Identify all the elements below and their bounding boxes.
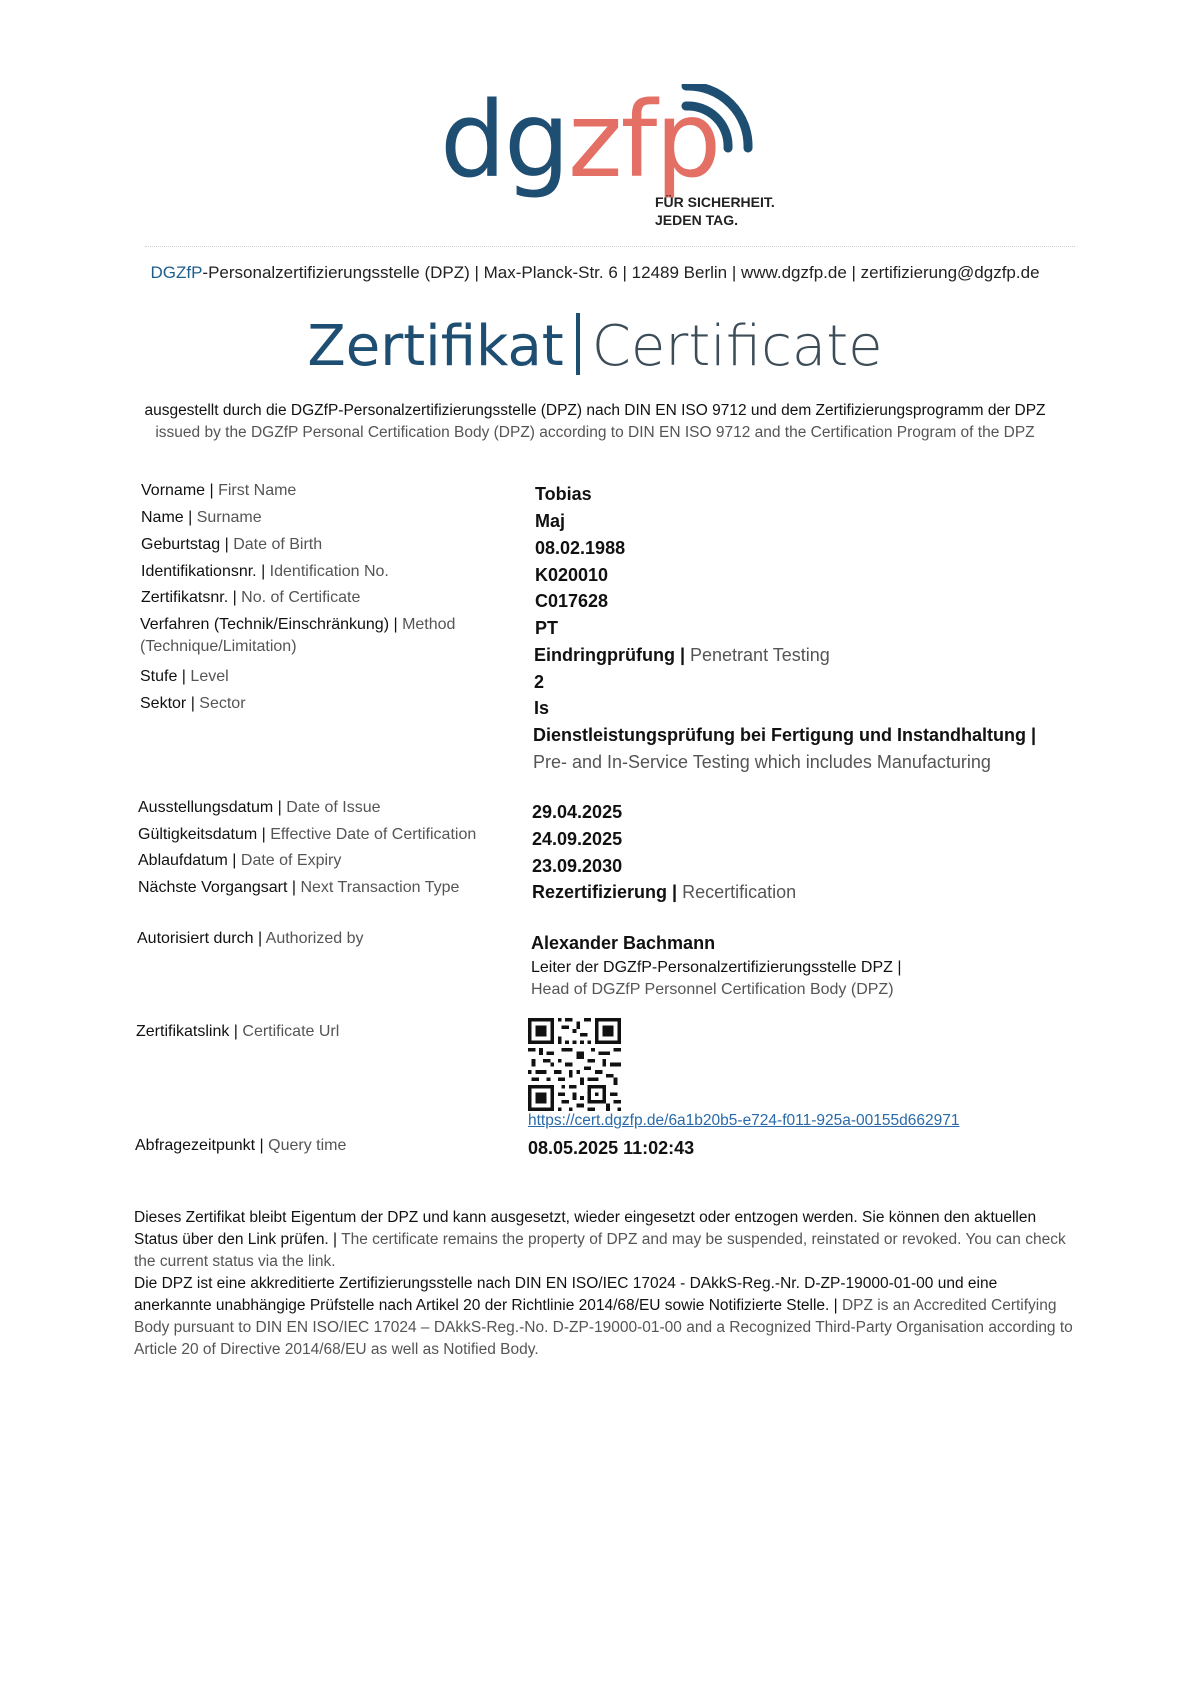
logo-wordmark: dgzfp — [440, 79, 720, 201]
footer-paragraph-2: Die DPZ ist eine akkreditierte Zertifizierungsstelle nach DIN EN ISO/IEC 17024 - DAkkS-Reg.-Nr. D-ZP-19000-01-00 und eine anerkannte unabhängige Prüfstelle nach Artikel 20 der Richtlinie 2014/68/EU sowie Notifizierte Stelle. | DPZ is an Accredited Certifying Body pursuant to DIN EN ISO/IEC 17024 – DAkkS-Reg.-No. D-ZP-19000-01-00 and a Recognized Third-Party Organisation according to Article 20 of Directive 2014/68/EU as well as Notified Body. — [134, 1275, 1073, 1358]
issue-date-value: 29.04.2025 — [532, 802, 623, 822]
sector-label: Sektor | Sector — [140, 695, 246, 712]
signal-waves-icon — [672, 84, 772, 184]
next-transaction-value: Rezertifizierung | Recertification — [532, 882, 797, 902]
logo-tagline: FÜR SICHERHEIT. JEDEN TAG. — [655, 194, 775, 228]
method-label-line2: (Technique/Limitation) — [140, 638, 297, 655]
dgzfp-logo — [440, 79, 780, 238]
footer-paragraph-1: Dieses Zertifikat bleibt Eigentum der DPZ und kann ausgesetzt, wieder eingesetzt oder entzogen werden. Sie können den aktuellen Status über den Link prüfen. | The certificate remains the property of DPZ and may be suspended, reinstated or revoked. You can check the current status via the link. — [134, 1209, 1066, 1270]
sector-name-value-en: Pre- and In-Service Testing which includes Manufacturing — [533, 752, 991, 772]
authorizer-role-en: Head of DGZfP Personnel Certification Body (DPZ) — [531, 981, 894, 998]
dob-value: 08.02.1988 — [535, 538, 626, 558]
page-title: Zertifikat Certificate — [307, 314, 883, 379]
authorized-by-label: Autorisiert durch | Authorized by — [137, 930, 364, 947]
id-no-value: K020010 — [535, 565, 609, 585]
cert-no-label: Zertifikatsnr. | No. of Certificate — [141, 589, 361, 606]
certificate-url-link[interactable]: https://cert.dgzfp.de/6a1b20b5-e724-f011-925a-00155d662971 — [528, 1112, 960, 1129]
cert-no-value: C017628 — [535, 591, 609, 611]
surname-value: Maj — [535, 511, 566, 531]
cert-link-label: Zertifikatslink | Certificate Url — [136, 1023, 340, 1040]
qr-code[interactable] — [528, 1018, 621, 1111]
level-value: 2 — [534, 672, 545, 692]
level-label: Stufe | Level — [140, 668, 229, 685]
first-name-label: Vorname | First Name — [141, 482, 297, 499]
expiry-date-value: 23.09.2030 — [532, 856, 623, 876]
expiry-date-label: Ablaufdatum | Date of Expiry — [138, 852, 342, 869]
method-name-value: Eindringprüfung | Penetrant Testing — [534, 645, 830, 665]
dob-label: Geburtstag | Date of Birth — [141, 536, 323, 553]
effective-date-label: Gültigkeitsdatum | Effective Date of Certification — [138, 826, 477, 843]
query-time-label: Abfragezeitpunkt | Query time — [135, 1137, 347, 1154]
effective-date-value: 24.09.2025 — [532, 829, 623, 849]
subtitle-de: ausgestellt durch die DGZfP-Personalzertifizierungsstelle (DPZ) nach DIN EN ISO 9712 und dem Zertifizierungsprogramm der DPZ — [144, 402, 1046, 419]
surname-label: Name | Surname — [141, 509, 262, 526]
id-no-label: Identifikationsnr. | Identification No. — [141, 563, 389, 580]
method-label: Verfahren (Technik/Einschränkung) | Method — [140, 616, 456, 633]
subtitle-en: issued by the DGZfP Personal Certification Body (DPZ) according to DIN EN ISO 9712 and the Certification Program of the DPZ — [155, 424, 1035, 441]
method-value: PT — [535, 618, 559, 638]
authorizer-role-de: Leiter der DGZfP-Personalzertifizierungsstelle DPZ | — [531, 959, 902, 976]
first-name-value: Tobias — [535, 484, 592, 504]
query-time-value: 08.05.2025 11:02:43 — [528, 1138, 695, 1158]
next-transaction-label: Nächste Vorgangsart | Next Transaction Type — [138, 879, 460, 896]
issue-date-label: Ausstellungsdatum | Date of Issue — [138, 799, 381, 816]
header-divider — [145, 246, 1075, 248]
authorizer-name: Alexander Bachmann — [531, 933, 716, 953]
issuer-address: DGZfP-Personalzertifizierungsstelle (DPZ) | Max-Planck-Str. 6 | 12489 Berlin | www.dgzfp.de | zertifizierung@dgzfp.de — [150, 263, 1040, 282]
sector-name-value: Dienstleistungsprüfung bei Fertigung und Instandhaltung | — [533, 725, 1037, 745]
sector-value: Is — [534, 698, 550, 718]
